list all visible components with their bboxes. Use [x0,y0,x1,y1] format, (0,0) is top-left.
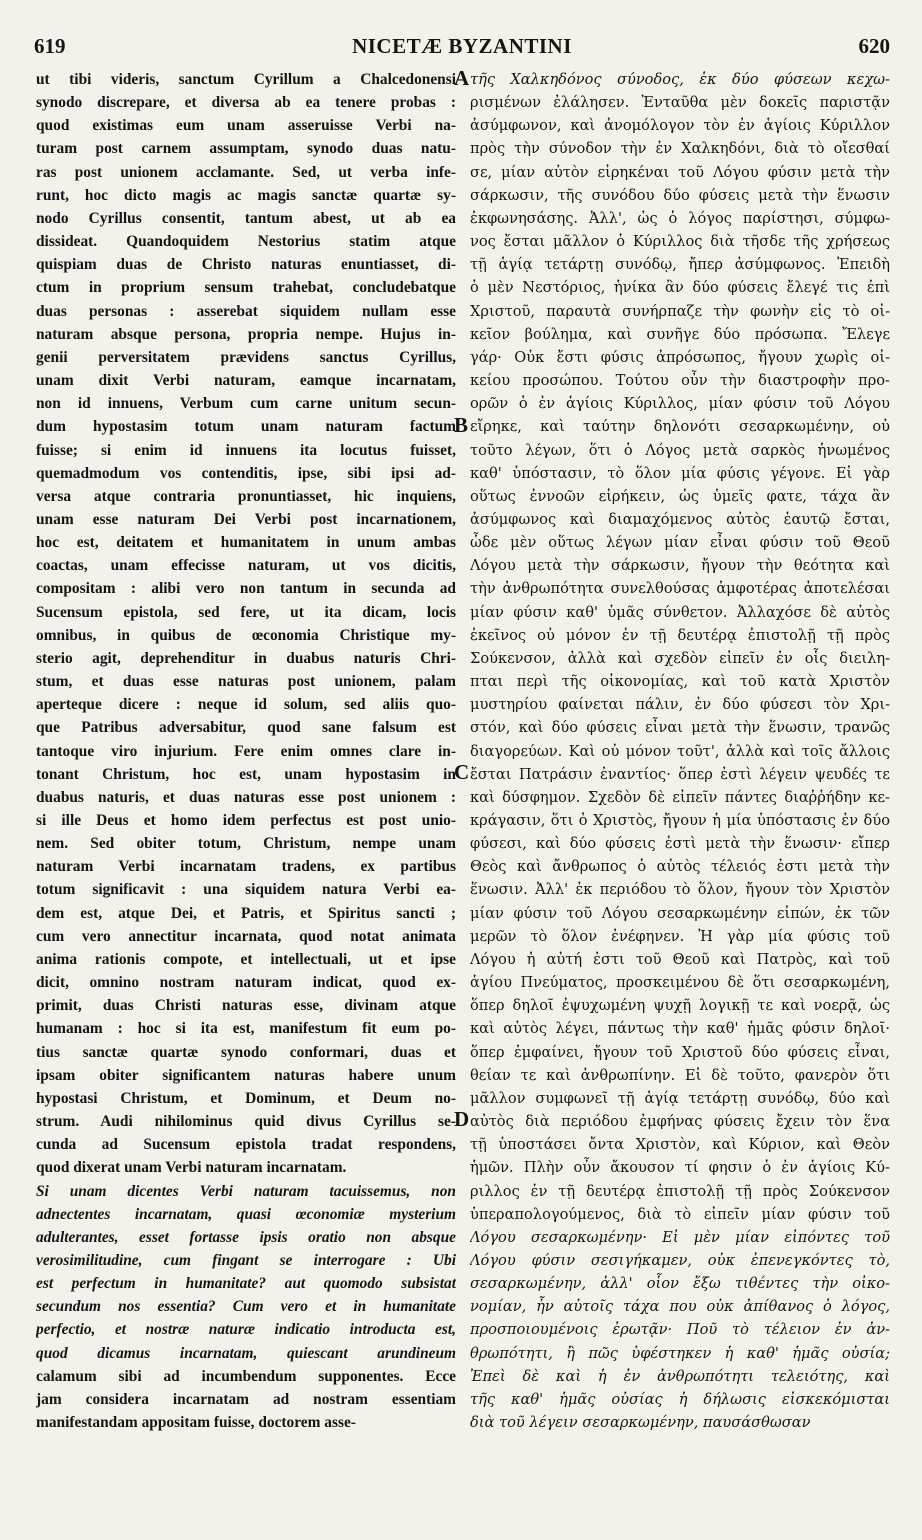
latin-text-line: dum hypostasim totum unam naturam factum [36,418,456,436]
latin-text-line: unam esse naturam Dei Verbi post incarnationem, [36,510,456,528]
greek-text-line: κράγασιν, ὅτι ὁ Χριστὸς, ἤγουν ἡ μία ὑπόστασις ἐν δύο [470,812,890,829]
greek-text-line: ὧδε μὲν οὕτως λέγων μίαν εἶναι φύσιν τοῦ Θεοῦ [470,534,890,552]
page-number-left: 619 [34,34,66,58]
latin-text-line: si ille Deus et homo idem perfectus est post unio- [36,812,456,829]
latin-text-line: perfectio, et nostræ naturæ indicatio introducta est, [36,1321,456,1339]
latin-text-line: cunda ad Sucensum epistola tradat respondens, [36,1136,456,1154]
latin-text-line: anima rationis compote, et intellectuali, ut et ipse [36,950,456,968]
greek-text-line: Λόγου φύσιν σεσιγήκαμεν, οὐκ ἐπενεγκόντες τὸ, [470,1251,890,1269]
latin-text-line: tius sanctæ quartæ synodo conformari, duas et [36,1043,456,1061]
greek-text-line: σε, μίαν αὐτὸν εἰρηκέναι τοῦ Λόγου φύσιν μετὰ τὴν [470,163,890,181]
latin-text-line: quemadmodum vos contenditis, ipse, sibi ipsi ad- [36,464,456,482]
page-number-right: 620 [858,34,890,58]
greek-text-line: ὁ μὲν Νεστόριος, ἡνίκα ἂν δύο φύσεις ἔλεγέ τις ἐπὶ [470,279,890,297]
latin-text-line: jam considera incarnatam ad nostram essentiam [36,1390,456,1408]
greek-text-line: Σούκενσον, ἀλλὰ καὶ σχεδὸν εἰπεῖν ἐν οἷς διειλη- [470,649,890,667]
latin-text-line: humanam : hoc si ita est, manifestum fit eum po- [36,1020,456,1038]
latin-text-line: dem est, atque Dei, et Patris, et Spiritus sancti ; [36,904,456,922]
latin-text-line: genii perversitatem prævidens sanctus Cyrillus, [36,348,456,366]
greek-column [470,68,890,1434]
greek-text-line: γάρ· Οὐκ ἔστι φύσις ἀπρόσωπος, ἤγουν χωρὶς οἰ- [470,348,890,366]
latin-text-line: unam dixit Verbi naturam, eamque incarnatam, [36,372,456,390]
latin-text-line: naturam Verbi incarnatam tradens, ex partibus [36,858,456,876]
greek-text-line: πρὸς τὴν σύνοδον τὴν ἐν Χαλκηδόνι, διὰ τὸ οἴεσθαί [470,140,890,158]
latin-text-line: cum vero annectitur incarnata, quod notat animata [36,927,456,945]
greek-text-line: Θεὸς καὶ ἄνθρωπος ὁ αὐτὸς τέλειός ἐστι μετὰ τὴν [470,858,890,876]
greek-text-line: ρισμένων ἐλάλησεν. Ἐνταῦθα μὲν δοκεῖς παριστᾷν [470,94,890,112]
latin-text-line: quod dixerat unam Verbi naturam incarnatam. [36,1159,347,1177]
greek-text-line: ἀσύμφωνον, καὶ ἀνομόλογον τὸν ἐν ἁγίοις Κύριλλον [470,117,890,135]
latin-text-line: adnectentes incarnatam, quasi œconomiæ mysterium [36,1205,456,1223]
greek-text-line: ἕνωσιν. Ἀλλ' ἐκ περιόδου τὸ ὅλον, ἤγουν τὸν Χριστὸν [470,881,890,899]
greek-text-line: τῇ ἁγίᾳ τετάρτῃ συνόδῳ, ἤπερ ἀσύμφωνος. Ἐπειδὴ [470,256,890,274]
greek-text-line: Λόγου σεσαρκωμένην· Εἰ μὲν μίαν εἰπόντες τοῦ [470,1228,890,1246]
greek-text-line: μᾶλλον συμφωνεῖ τῇ ἁγίᾳ τετάρτῃ συνόδῳ, δύο καὶ [470,1089,890,1107]
greek-text-line: εἴρηκε, καὶ ταύτην δηλονότι σεσαρκωμένην, οὐ [470,418,890,436]
latin-text-line: Sucensum epistola, sed fere, ut ita dicam, locis [36,603,456,621]
greek-text-line: νος ἔσται μᾶλλον ὁ Κύριλλος διὰ τῆσδε τῆς χρήσεως [470,233,890,251]
greek-text-line: τῆς καθ' ἡμᾶς οὐσίας ἡ δήλωσις εἰσκεκόμισται [470,1390,890,1408]
greek-text-line: θρωπότητι, ἢ πῶς ὑφέστηκεν ἡ καθ' ἡμᾶς οὐσία; [470,1344,890,1362]
greek-text-line: ορῶν ὁ ἐν ἁγίοις Κύριλλος, μίαν φύσιν τοῦ Λόγου [470,395,890,413]
greek-text-line: ἔσται Πατράσιν ἐναντίος· ὅπερ ἐστὶ λέγειν ψευδές τε [470,765,890,783]
greek-text-line: διὰ τοῦ λέγειν σεσαρκωμένην, παυσάσθωσαν [470,1414,811,1432]
greek-text-line: ὅπερ ἐμφαίνει, ἤγουν τοῦ Χριστοῦ δύο φύσεις εἶναι, [470,1043,890,1061]
greek-text-line: ἀσύμφωνος καὶ διαμαχόμενος αὐτὸς ἑαυτῷ ἔσται, [470,510,890,528]
greek-text-line: σάρκωσιν, τῆς συνόδου δύο φύσεις μετὰ τὴν ἕνωσιν [470,186,890,204]
latin-text-line: adulterantes, esset fortasse ipsis oratio non absque [36,1228,456,1246]
latin-text-line: duabus naturis, et duas naturas esse post unionem : [36,788,456,806]
latin-text-line: primit, duas Christi naturas esse, divinam atque [36,997,456,1015]
latin-text-line: ipsam obiter significantem naturas habere unum [36,1066,456,1084]
greek-text-line: Λόγου ἡ αὐτή ἐστι τοῦ Θεοῦ καὶ Πατρὸς, καὶ τοῦ [470,950,890,968]
greek-text-line: νομίαν, ἦν αὐτοῖς τάχα που οὐκ ἀπίθανος ὁ λόγος, [470,1298,890,1316]
latin-text-line: tantoque viro injurium. Fere enim omnes clare in- [36,742,456,760]
greek-text-line: καὶ δύσφημον. Σχεδὸν δὲ εἰπεῖν πάντες διαῤῥήδην κε- [470,788,890,806]
latin-text-line: manifestandam appositam fuisse, doctorem asse- [36,1414,356,1432]
latin-text-line: totum significavit : una siquidem natura Verbi ea- [36,881,456,899]
greek-text-line: αὐτὸς διὰ περιόδου ἐμφήνας φύσεις ἔχειν τὸν ἕνα [470,1113,890,1131]
greek-text-line: τὴν ἀνθρωπότητα συνελθούσας ἀμφοτέρας ἀποτελέσαι [470,580,890,598]
greek-text-line: σεσαρκωμένην, ἀλλ' οἷον ἔξω τιθέντες τὴν οἰκο- [470,1275,890,1293]
latin-text-line: duas personas : asserebat siquidem nullam esse [36,302,456,320]
margin-marker-c: C [454,760,470,784]
latin-column [36,68,456,1434]
latin-text-line: runt, hoc dicto magis ac magis sanctæ quartæ sy- [36,186,456,204]
latin-text-line: ut tibi videris, sanctum Cyrillum a Chalcedonensi [36,71,456,88]
greek-text-line: μερῶν τὸ ὅλον ἐνέφηνεν. Ἡ γὰρ μία φύσις τοῦ [470,927,890,945]
greek-text-line: ἐκφωνησάσης. Ἀλλ', ὡς ὁ λόγος παρίστησι, σύμφω- [470,209,890,227]
latin-text-line: coactas, unam effecisse naturam, ut vos dicitis, [36,557,456,575]
greek-text-line: ἡμῶν. Πλὴν οὖν ἄκουσον τί φησιν ὁ ἐν ἁγίοις Κύ- [470,1159,890,1177]
greek-text-line: κεῖον βούλημα, καὶ συνῆγε δύο πρόσωπα. Ἔλεγε [470,325,890,343]
latin-text-line: verosimilitudine, cum fingant se interrogare : Ubi [36,1251,456,1269]
latin-text-line: hoc est, deitatem et humanitatem in unum ambas [36,534,456,552]
latin-text-line: Si unam dicentes Verbi naturam tacuissemus, non [36,1182,456,1200]
greek-text-line: μίαν φύσιν καθ' ὑμᾶς σύνθετον. Ἀλλαχόσε δὲ αὐτὸς [470,603,890,621]
greek-text-line: ἁγίου Πνεύματος, προσκειμένου δὲ ὅτι σεσαρκωμένη, [470,974,890,992]
greek-text-line: προσποιουμένοις ἐρωτᾷν· Ποῦ τὸ τέλειον ἐν ἀν- [470,1321,890,1339]
greek-text-line: Λόγου μετὰ τὴν σάρκωσιν, ἤγουν τὴν θεότητα καὶ [470,557,890,575]
greek-text-line: φύσεσι, καὶ δύο φύσεις ἐστὶ μετὰ τὴν ἕνωσιν· εἴπερ [470,835,890,853]
latin-text-line: dissideat. Quandoquidem Nestorius statim atque [36,233,456,251]
greek-text-line: καθ' ὑπόστασιν, τὸ ὅλον μία φύσις γέγονε. Εἰ γὰρ [470,464,890,482]
greek-text-line: καὶ αὐτὸς λέγει, πάντως τὴν καθ' ἡμᾶς φύσιν δηλοῖ· [470,1020,890,1038]
latin-text-line: omnibus, in quibus de œconomia Christique my- [36,626,456,644]
latin-text-line: strum. Audi nihilominus quid divus Cyrillus se- [36,1113,456,1131]
latin-text-line: aperteque dicere : neque id solum, sed aliis quo- [36,696,456,714]
latin-text-line: fuisse; si enim id innuens ita locutus fuisset, [36,441,456,459]
running-title: NICETÆ BYZANTINI [352,34,572,58]
greek-text-line: μυστηρίου φαίνεται πάλιν, ἐν δύο φύσεσι τὸν Χρι- [470,696,890,714]
greek-text-line: στόν, καὶ δύο φύσεις εἶναι μετὰ τὴν ἕνωσιν, τρανῶς [470,719,890,737]
latin-text-line: non id innuens, Verbum cum carne unitum secun- [36,395,456,413]
latin-text-line: quod dicamus incarnatam, quiescant arundineum [36,1344,456,1362]
latin-text-line: nodo Cyrillus consentit, tantum abest, ut ab ea [36,209,456,227]
latin-text-line: quod existimas eum unam asseruisse Verbi na- [36,117,456,135]
latin-text-line: tonant Christum, hoc est, unam hypostasim in [36,765,456,783]
greek-text-line: ἐκεῖνος οὐ μόνον ἐν τῇ δευτέρᾳ ἐπιστολῇ τῇ πρὸς [470,626,890,644]
page-header [34,34,890,64]
greek-text-line: ριλλος ἐν τῇ δευτέρᾳ ἐπιστολῇ τῇ πρὸς Σούκενσον [470,1182,890,1200]
greek-text-line: Χριστοῦ, παραυτὰ συνήρπαζε τὴν φωνὴν εἰς τὸ οἰ- [470,302,890,320]
greek-text-line: μίαν φύσιν τοῦ Λόγου σεσαρκωμένην εἰπών, ἐκ τῶν [470,904,890,922]
greek-text-line: Ἐπεὶ δὲ καὶ ἡ ἐν ἀνθρωπότητι τελειότης, καὶ [470,1367,890,1385]
greek-text-line: διαγορεύων. Καὶ οὐ μόνον τοῦτ', ἀλλὰ καὶ τοῖς ἄλλοις [470,742,890,760]
latin-text-line: quispiam duas de Christo naturas enuntiasset, di- [36,256,456,274]
latin-text-line: dicit, omnino nostram naturam indicat, quod ex- [36,974,456,992]
greek-text-line: τῇ ὑποστάσει ὄντα Χριστὸν, καὶ Κύριον, καὶ Θεὸν [470,1136,890,1154]
latin-text-line: nem. Sed obiter totum, Christum, nempe unam [36,835,456,853]
latin-text-line: que Patribus adversabitur, quod sane falsum est [36,719,456,737]
latin-text-line: sterio agit, deprehenditur in duabus naturis Chri- [36,649,456,667]
latin-text-line: versa atque contraria pronuntiasset, hic inquiens, [36,487,456,505]
latin-text-line: ras post unionem acclamante. Sed, ut verba infe- [36,163,456,181]
greek-text-line: ὅπερ δηλοῖ ἐψυχωμένη ψυχῇ λογικῇ τε καὶ νοερᾷ, ὡς [470,997,890,1015]
latin-text-line: stum, et duas esse naturas post unionem, palam [36,673,456,691]
latin-text-line: ctum in proprium sensum trahebat, concludebatque [36,279,456,297]
margin-marker-a: A [454,66,470,90]
latin-text-line: secundum nos essentia? Cum vero et in humanitate [36,1298,456,1316]
latin-text-line: synodo discrepare, et diversa ab ea tenere probas : [36,94,456,112]
latin-text-line: calamum sibi ad incumbendum supponentes. Ecce [36,1367,456,1385]
latin-text-line: compositam : alibi vero non tantum in secunda ad [36,580,456,598]
greek-text-line: ὑπεραπολογούμενος, διὰ τὸ εἰπεῖν μίαν φύσιν τοῦ [470,1205,890,1223]
margin-marker-b: B [454,413,469,437]
greek-text-line: πται περὶ τῆς οἰκονομίας, καὶ τοῦ κατὰ Χριστὸν [470,673,890,691]
greek-text-line: οὕτως ἐννοῶν εἰρήκειν, ὡς ὑμεῖς φατε, τάχα ἂν [470,487,890,505]
greek-text-line: τῆς Χαλκηδόνος σύνοδος, ἐκ δύο φύσεων κεχω- [470,71,890,88]
latin-text-line: turam post carnem assumptam, synodo duas natu- [36,140,456,158]
greek-text-line: κείου προσώπου. Τούτου οὖν τὴν διαστροφὴν προ- [470,372,890,390]
latin-text-line: hypostasi Christum, et Dominum, et Deum no- [36,1089,456,1107]
margin-marker-d: D [454,1107,470,1131]
latin-text-line: naturam absque persona, propria nempe. Hujus in- [36,325,456,343]
greek-text-line: τοῦτο λέγων, ὅτι ὁ Λόγος μετὰ σαρκὸς ἡνωμένος [470,441,890,459]
greek-text-line: θείαν τε καὶ ἀνθρωπίνην. Εἰ δὲ τοῦτο, φανερὸν ὅτι [470,1066,890,1084]
latin-text-line: est perfectum in humanitate? aut quomodo subsistat [36,1275,456,1293]
